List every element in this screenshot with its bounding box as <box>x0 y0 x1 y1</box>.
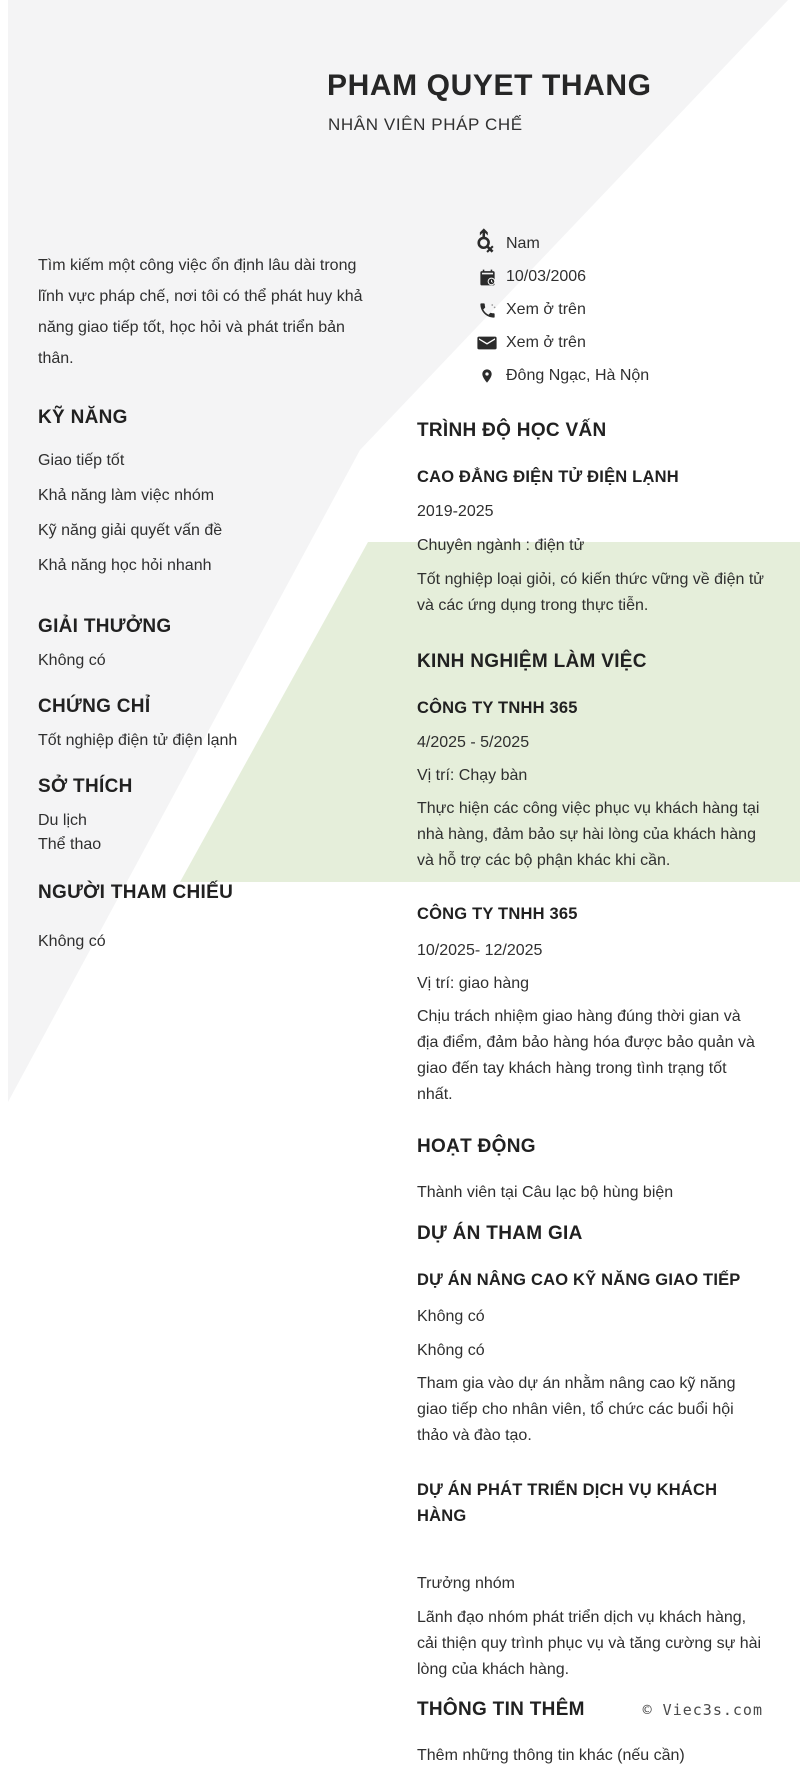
skill-item: Khả năng làm việc nhóm <box>38 487 215 504</box>
candidate-name: PHAM QUYET THANG <box>327 69 652 102</box>
certificates-heading: CHỨNG CHỈ <box>38 696 151 717</box>
certificate-item: Tốt nghiệp điện tử điện lạnh <box>38 732 238 749</box>
reference-item: Không có <box>38 933 106 950</box>
contact-row-gender <box>471 228 649 259</box>
candidate-job-title: NHÂN VIÊN PHÁP CHẾ <box>328 115 523 134</box>
email-icon <box>476 335 498 351</box>
skills-heading: KỸ NĂNG <box>38 407 128 428</box>
activities-heading: HOẠT ĐỘNG <box>417 1136 536 1157</box>
calendar-icon <box>476 268 498 287</box>
project-role: Trưởng nhóm <box>417 1575 515 1592</box>
education-major: Chuyên ngành : điện tử <box>417 537 585 554</box>
job-company: CÔNG TY TNHH 365 <box>417 699 578 717</box>
hobby-item: Thể thao <box>38 836 102 853</box>
hobbies-heading: SỞ THÍCH <box>38 776 133 797</box>
projects-heading: DỰ ÁN THAM GIA <box>417 1223 583 1244</box>
project-line: Không có <box>417 1308 485 1325</box>
hobby-item: Du lịch <box>38 812 87 829</box>
activities-line: Thành viên tại Câu lạc bộ hùng biện <box>417 1184 674 1201</box>
job-company: CÔNG TY TNHH 365 <box>417 905 578 923</box>
job-position: Vị trí: Chạy bàn <box>417 767 528 784</box>
right-column <box>417 418 765 1777</box>
job-position: Vị trí: giao hàng <box>417 975 530 992</box>
project-description: Tham gia vào dự án nhằm nâng cao kỹ năng giao tiếp cho nhân viên, tổ chức các buổi hội thảo và đào tạo. <box>417 1375 736 1444</box>
contact-gender-value: Nam <box>506 235 540 252</box>
job-dates: 10/2025- 12/2025 <box>417 942 543 959</box>
project-title: DỰ ÁN NÂNG CAO KỸ NĂNG GIAO TIẾP <box>417 1271 741 1289</box>
left-column <box>38 405 368 964</box>
skill-item: Khả năng học hỏi nhanh <box>38 557 212 574</box>
awards-heading: GIẢI THƯỞNG <box>38 616 172 637</box>
contact-block <box>471 228 650 396</box>
contact-birthday-value: 10/03/2006 <box>506 268 587 285</box>
job-description: Thực hiện các công việc phục vụ khách hàng tại nhà hàng, đảm bảo sự hài lòng của khách hàng và hỗ trợ các bộ phận khác khi cần. <box>417 800 760 869</box>
project-description: Lãnh đạo nhóm phát triển dịch vụ khách hàng, cải thiện quy trình phục vụ và tăng cường sự hài lòng của khách hàng. <box>417 1609 762 1678</box>
contact-address-value: Đông Ngạc, Hà Nộn <box>506 367 650 384</box>
contact-phone-value: Xem ở trên <box>506 301 586 318</box>
location-icon <box>476 366 498 386</box>
project-title: DỰ ÁN PHÁT TRIỂN DỊCH VỤ KHÁCH HÀNG <box>417 1481 718 1525</box>
skill-item: Giao tiếp tốt <box>38 452 125 469</box>
experience-heading: KINH NGHIỆM LÀM VIỆC <box>417 651 647 672</box>
project-line: Không có <box>417 1342 485 1359</box>
education-description: Tốt nghiệp loại giỏi, có kiến thức vững về điện tử và các ứng dụng trong thực tiễn. <box>417 571 764 614</box>
site-credit: © Viec3s.com <box>642 1701 763 1719</box>
education-years: 2019-2025 <box>417 503 494 520</box>
phone-icon <box>476 301 498 320</box>
education-heading: TRÌNH ĐỘ HỌC VẤN <box>417 420 607 441</box>
education-school: CAO ĐẲNG ĐIỆN TỬ ĐIỆN LẠNH <box>417 468 679 486</box>
contact-row-birthday <box>476 264 649 290</box>
contact-row-email <box>476 330 649 356</box>
contact-row-address <box>476 363 649 389</box>
skill-item: Kỹ năng giải quyết vấn đề <box>38 522 223 539</box>
career-objective: Tìm kiếm một công việc ổn định lâu dài trong lĩnh vực pháp chế, nơi tôi có thể phát huy khả năng giao tiếp tốt, học hỏi và phát triển bản thân. <box>38 257 363 367</box>
gender-icon: ⚥ <box>471 228 502 259</box>
references-heading: NGƯỜI THAM CHIẾU <box>38 882 234 903</box>
more-info-heading: THÔNG TIN THÊM <box>417 1699 585 1720</box>
contact-email-value: Xem ở trên <box>506 334 586 351</box>
job-dates: 4/2025 - 5/2025 <box>417 734 530 751</box>
job-description: Chịu trách nhiệm giao hàng đúng thời gian và địa điểm, đảm bảo hàng hóa được bảo quản và giao đến tay khách hàng trong tình trạng tốt nhất. <box>417 1008 755 1103</box>
more-info-line: Thêm những thông tin khác (nếu cần) <box>417 1747 685 1764</box>
award-item: Không có <box>38 652 106 669</box>
contact-row-phone <box>476 297 649 323</box>
